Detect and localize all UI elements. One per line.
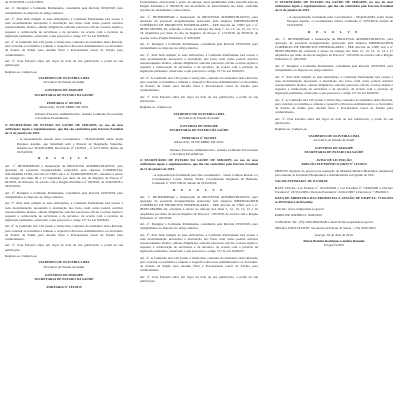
signer-title: Secretário de Estado da Saúde <box>313 137 355 142</box>
aviso-contato: CONTATO: Tel.: (79) 3226-8392/8349 e-mail: licitacao@saude.se.gov.br <box>275 219 374 224</box>
signer-name: VALBERTO DE OLIVEIRA LIMA <box>173 111 225 116</box>
article-1: Art. 1º. DETERMINAR a instauração de PROCESSO ADMINISTRATIVO, para apuração de possíveis irregularidades praticadas pela empresa COMERCIAL VALFARMA LTDA, inscrita no CNPJ sob o nº 04.096.099/0001-85, referente à atraso na entrega dos itens 09 e 13 adquiridos por meio da Ata de Registro de Preços nº 02/2018, da licitação, de acordo com o Pregão Eletrônico nº 09/2018, de 25/02/2018 e 24/02/2019. <box>5 163 123 189</box>
aviso-base-legal: BASE LEGAL: Lei Federal nº 10.520/2002 e Lei Estadual nº 5.848/2006 e Decreto Estadual nº 26.531/2009 e Decreto Estadual nº 24.912/2007 e Decreto nº 7.892/2013. <box>275 185 393 194</box>
gov-line-1: GOVERNO DE SERGIPE <box>179 123 219 128</box>
registre-line-2: Registre-se. Cumpra-se. <box>5 253 38 258</box>
considerando: - A representação ausado pelo Coordenador – SEADCADM, sobre Joana Darques Aquino, que informam sem o Parecer de Regulação Supremo, informa por SEADCADM, Declaração n° 16/2019 – nº 2271/2019, datado de 01/04/2019; <box>17 137 123 154</box>
article-4b: Art. 4º. A Comissão terá 120 (cento e vinte) dias, contados da assinatura desta Portaria, para concluir os trabalhos e remeter o respectivo Processo Administrativo ao Secretário de Estado da Saúde para decisão final e Procuradoria Geral do Estado para conhecimento. <box>5 224 123 241</box>
aviso-date: Aracaju, 02 de abril de 2019. <box>314 232 354 237</box>
article-5: Art. 5º. Esta Portaria entra em vigor na data de sua publicação, a partir da sua publicação. <box>5 59 123 68</box>
resolve-heading: R E S O L V E <box>308 29 360 34</box>
signer-name-2: VALBERTO DE OLIVEIRA LIMA <box>38 260 90 265</box>
aviso-objeto: OBJETO: Registro de preços para aquisição de Material Médico-Hospitalar (Ataduras) para atender às Unidades Hospitalares e Ambulatoriais sob gestão da SES. <box>275 168 393 177</box>
article-2b: Art. 2º. Designar a Comissão Permanente, constituída pela Portaria 1950/2018, para cumprimento ao disposto no artigo anterior. <box>140 222 258 231</box>
aviso-data-abertura: DATA DE ABERTURA DAS PROPOSTAS E SESSÃO DE DISPUTA: 17/04/2019 às 09:00 (hora de Brasília) <box>275 196 393 205</box>
gov-line-2: SECRETARIA DE ESTADO DA SAÚDE <box>304 150 364 155</box>
aviso-orgao: ÓRGÃO SOLICITANTE: Secretaria de Estado da Saúde – (79) 3226-8363 <box>275 226 376 231</box>
aviso-valor: VALOR ESTIMADO: R$ 113.900,00 <box>275 179 328 184</box>
article-4: Art. 4º. A Comissão terá 120 (cento e vinte) dias, contados da assinatura desta Portaria, para concluir os trabalhos e remeter o respectivo Processo Administrativo ao Secretário de Estado da Saúde para decisão final e Procuradoria Geral do Estado para conhecimento. <box>275 97 393 115</box>
article-5: Art. 5º. Esta Portaria entra em vigor na data de sua publicação, a partir da sua publicação. <box>275 116 393 125</box>
secretario-intro: O SECRETÁRIO DE ESTADO DA SAÚDE DE SERGIPE, no uso de suas atribuições legais e regulamentares, que lhe são conferidas pelo Decreto Estadual de 11 de janeiro de 2019. <box>5 122 123 135</box>
secretario-intro: O SECRETÁRIO DE ESTADO DA SAÚDE DE SERGIPE, no uso de suas atribuições legais e regulamentares, que lhe são conferidas pelo Decreto Estadual de 11 de janeiro de 2019. <box>140 158 258 171</box>
considerando: - A representação formulada pelo Sul-coordenador – Luiza Campos Rosato e a Coordenadora Laíres Santos Vieira, Coordenação Regional da Baixada, Comissão nº 32971/2019, datado de 01/04/2019; <box>152 172 258 186</box>
article-3: Art. 3º. Para bem cumprir as suas atribuições, a Comissão Permanente terá acesso a toda documentação necessária à elucidação dos fatos, bem como poderá solicitar assessoramento técnico, efetuar diligências, solicitar pareceres, oficiar a outros órgãos e requerer a colaboração de servidores e de terceiros, de acordo com o previsto na legislação pertinente, observado o que prescreve o artigo 157 da Lei 8.666/93. <box>140 52 258 74</box>
gov-line-1: GOVERNO DE SERGIPE <box>44 88 84 93</box>
aviso-local: LOCAL: www.comprasnet.se.gov.br <box>275 206 325 211</box>
article-2b: Art. 2º. Designar a Comissão Permanente, constituída pela Portaria 1950/2018, para cumprimento ao disposto no artigo anterior. <box>5 190 123 199</box>
article-2: Art. 2º. Designar a Comissão Permanente, constituída pela Portaria 1950/2018, para cumprimento ao disposto no artigo anterior. <box>5 6 123 15</box>
signer-title-2: Secretário de Estado da Saúde <box>43 264 85 269</box>
article-3b: Art. 3º. Para bem cumprir as suas atribuições, a Comissão Permanente terá acesso a toda documentação necessária à elucidação dos fatos, bem como poderá solicitar assessoramento técnico, efetuar diligências, solicitar pareceres, oficiar a outros órgãos e requerer a colaboração de servidores e de terceiros, de acordo com o previsto na legislação pertinente, observado o que prescreve o artigo 157 da Lei 8.666/93. <box>140 232 258 254</box>
column-1 <box>5 0 123 400</box>
article-1: Art. 1º. DETERMINAR a instauração de PROCESSO ADMINISTRATIVO, para apuração de possíveis irregularidades praticadas pela empresa IMPERVALMED COMÉRCIO DE PRODUTOS HOSPITALARES - EPP. Inscrita no CNPJ sob o nº 08.867.682/0001-26, referente à atraso na entrega dos itens 7, 12, 13, 14, 15, 16, 17 e 18 adquiridos por meio da Ata de Registro de Preços nº 153/2018, de 08/2018, de acordo com o Pregão Eletrônico nº 026/2018. <box>140 14 258 40</box>
aviso-title: AVISO DE LICITAÇÃO <box>316 158 352 163</box>
article-1b: Art. 1º. DETERMINAR a instauração de PROCESSO ADMINISTRATIVO, para apuração de possíveis irregularidades praticadas pela empresa IMPERVALMED COMÉRCIO DE PRODUTOS HOSPITALARES - EPP, inscrita no CNPJ sob o nº 08.867.682/0001-26, referente à atraso na entrega dos itens 7, 12, 13, 14, 15 e 16 adquiridos por meio da Ata de Registro de Preços nº 145/2018, de acordo com o Pregão Eletrônico nº 105/2018. <box>140 194 258 220</box>
ementa: Instaura Processo Administrativo, nomeia Comissão Processante e dá Outras Providências. <box>35 112 123 121</box>
pregoeira-title: Pregoeira/SES <box>324 242 344 247</box>
registre-line: Registre-se. Cumpra-se. <box>140 105 173 110</box>
portaria-date: ARACAJU, 02 DE ABRIL DE 2019. <box>174 140 224 145</box>
portaria-number-2: PORTARIA Nº 183/2019 <box>46 285 82 290</box>
column-2 <box>140 0 258 400</box>
continued-text: fornecimento, observando o prazo de entrega, cujas quantidades estão especificadas no Pregão Eletrônico nº 026/2018, em decorrência do fornecimento dos itens, conforme previsto no instrumento convocatório. <box>140 0 258 13</box>
registre-line: Registre-se. Cumpra-se. <box>275 127 308 132</box>
portaria-number: PORTARIA nº 182/2019 <box>181 136 217 141</box>
article-2: Art. 2º. Designar a Comissão Permanente, constituída pela Portaria 1950/2018, para cumprimento ao disposto no artigo anterior. <box>275 63 393 73</box>
pregoeira-name: Maria Betânia Rodrigues Landim Rezende <box>303 238 365 243</box>
article-2: Art. 2º. Designar a Comissão Permanente, constituída pela Portaria 1950/2018, para cumprimento ao disposto no artigo anterior. <box>140 42 258 51</box>
article-4b: Art. 4º. A Comissão terá 120 (cento e vinte) dias, contados da assinatura desta Portaria, para concluir os trabalhos e remeter o respectivo Processo Administrativo ao Secretário de Estado da Saúde para decisão final e Procuradoria Geral do Estado para conhecimento. <box>140 255 258 273</box>
resolve-heading: R E S O L V E <box>38 156 90 161</box>
article-4: Art. 4º. A Comissão terá 120 (cento e vinte) dias, contados da assinatura desta Portaria, para concluir os trabalhos e remeter o respectivo Processo Administrativo ao Secretário de Estado da Saúde para decisão final e Procuradoria Geral do Estado para conhecimento. <box>5 40 123 57</box>
gov-line-2b: SECRETARIA DE ESTADO DA SAÚDE <box>34 276 94 281</box>
article-5b: Art. 5º. Esta Portaria entra em vigor na data de sua publicação, a partir da sua publicação. <box>5 243 123 252</box>
registre-line: Registre-se. Cumpra-se. <box>5 69 38 74</box>
article-5: Art. 5º. Esta Portaria entra em vigor na data de sua publicação, a partir da sua publicação. <box>140 94 258 103</box>
signer-title: Secretário de Estado da Saúde <box>178 115 220 120</box>
article-3: Art. 3º. Para bem cumprir as suas atribuições, a Comissão Permanente terá acesso a toda documentação necessária à elucidação dos fatos, bem como poderá solicitar assessoramento técnico, efetuar diligências, solicitar pareceres, oficiar a outros órgãos e requerer a colaboração de servidores e de terceiros, de acordo com o previsto na legislação pertinente, observado o que prescreve o artigo 157 da Lei 8.666/93. <box>275 74 393 96</box>
continued-text: de 25/02/2018 e 24.2/2/2022 <box>5 0 44 4</box>
portaria-date: ARACAJU, 02 DE ABRIL DE 2019. <box>39 104 89 109</box>
article-3: Art. 3º. Para bem cumprir as suas atribuições, a Comissão Permanente terá acesso a toda documentação necessária à elucidação dos fatos, bem como poderá solicitar assessoramento técnico, efetuar diligências, solicitar pareceres, oficiar a outros órgãos e requerer a colaboração de servidores e de terceiros, de acordo com o previsto na legislação pertinente, observado o que prescreve o artigo 157 da Lei 8.666/93. <box>5 17 123 38</box>
signer-title: Secretário de Estado da Saúde <box>43 80 85 85</box>
article-1: Art. 1º. DETERMINAR a instauração de PROCESSO ADMINISTRATIVO, para apuração de possíveis irregularidades praticadas pela empresa IMPERVALMED COMÉRCIO DE PRODUTOS HOSPITALARES - EPP, inscrita no CNPJ sob o nº 08.867.682/0001-26, referente à atraso na entrega dos itens 12, 13, 14, 15, 16 e 17 adquiridos por meio da Ata de Registro de Preços nº 145/2018, de acordo com o Pregão Eletrônico nº 105/2018. <box>275 36 393 62</box>
gov-line-2: SECRETARIA DE ESTADO DA SAÚDE <box>169 128 229 133</box>
gov-line-1b: GOVERNO DE SERGIPE <box>44 272 84 277</box>
aviso-subtitle: PREGÃO ELETRÔNICO (SRP) Nº 143/2019 <box>301 162 367 167</box>
aviso-parecer: PARECER JURÍDICO: 1049/2019 <box>275 213 322 218</box>
considerando: - A representação formulada pelo Coordenador – SEADCADM, sobre Joana Darques Aquino, a Coordenadora Vieira, Comissão nº 2270/2019, datado de 01/04/2019; <box>287 14 393 28</box>
article-4: Art. 4º. A Comissão terá 120 (cento e vinte) dias, contados da assinatura desta Portaria, para concluir os trabalhos e remeter o respectivo Processo Administrativo ao Secretário de Estado da Saúde para decisão final e Procuradoria Geral do Estado para conhecimento. <box>140 75 258 93</box>
signer-name: VALBERTO DE OLIVEIRA LIMA <box>308 133 360 138</box>
portaria-number: PORTARIA nº 181/2019 <box>46 100 82 105</box>
column-3 <box>275 0 393 400</box>
article-3b: Art. 3º. Para bem cumprir as suas atribuições, a Comissão Permanente terá acesso a toda documentação necessária à elucidação dos fatos, bem como poderá solicitar assessoramento técnico, efetuar diligências, solicitar pareceres, oficiar a outros órgãos e requerer a colaboração de servidores e de terceiros, de acordo com o previsto na legislação pertinente, observado o que prescreve o artigo 157 da Lei 8.666/93. <box>5 201 123 222</box>
gov-line-1: GOVERNO DE SERGIPE <box>314 145 354 150</box>
resolve-heading: R E S O L V E <box>173 187 225 192</box>
article-5b: Art. 5º. Esta Portaria entra em vigor na data de sua publicação, a partir da sua publicação. <box>140 274 258 283</box>
gov-line-2: SECRETARIA DE ESTADO DA SAÚDE <box>34 92 94 97</box>
signer-name: VALBERTO DE OLIVEIRA LIMA <box>38 76 90 81</box>
ementa: Instaura Processo Administrativo, nomeia Comissão Processante e dá Outras Providências. <box>170 147 258 156</box>
secretario-intro: O SECRETÁRIO DE ESTADO DA SAÚDE DE SERGIPE, no uso de suas atribuições legais e regulamentares, que lhe são conferidas pelo Decreto Estadual de 11 de janeiro de 2019. <box>275 0 393 13</box>
